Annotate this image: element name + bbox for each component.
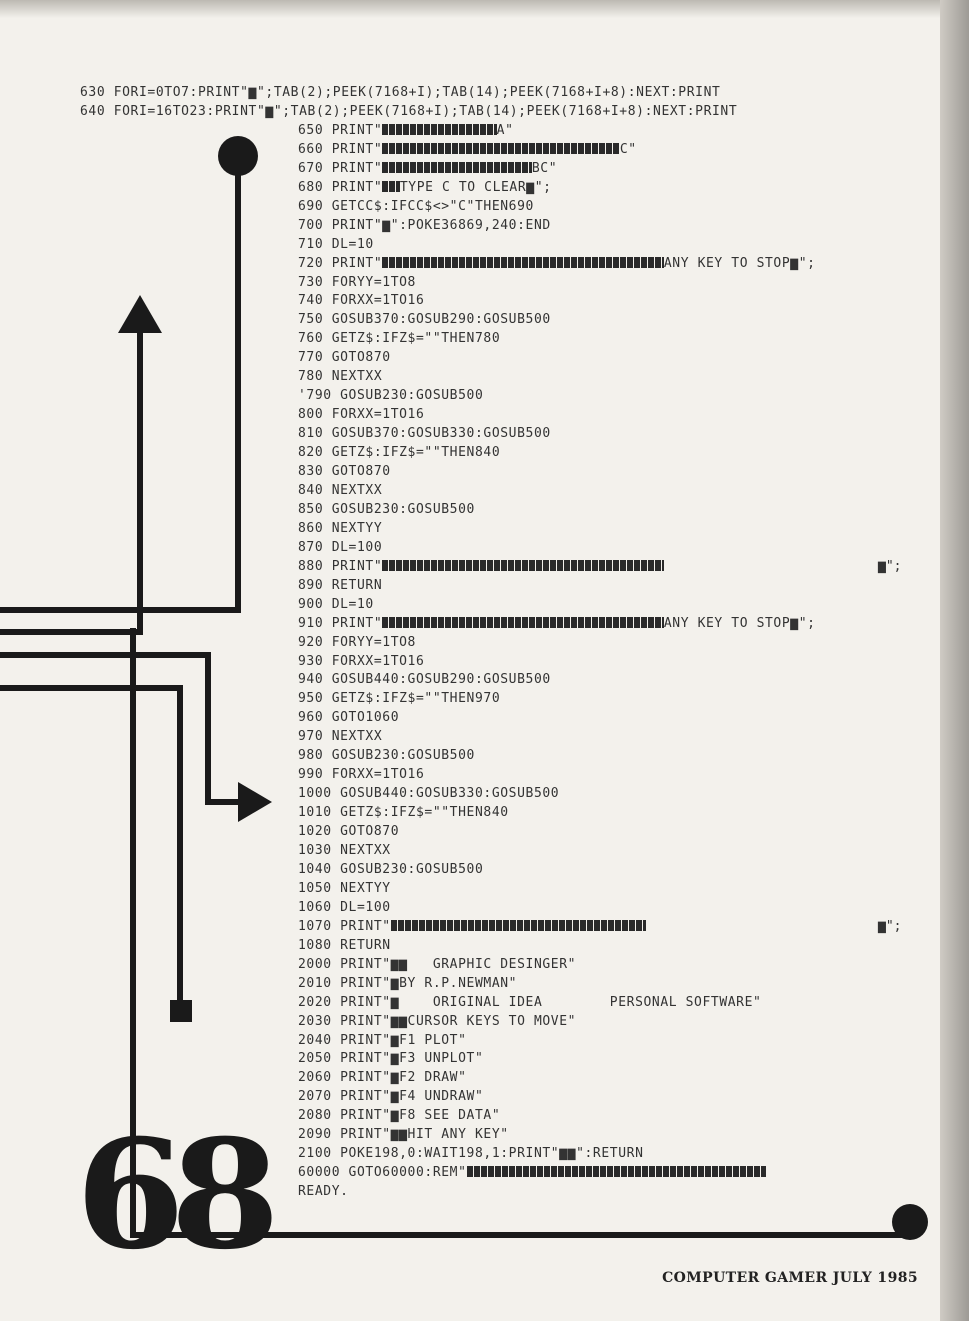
- code-text: 2060 PRINT"▆F2 DRAW": [298, 1070, 467, 1085]
- code-text: 2040 PRINT"▆F1 PLOT": [298, 1033, 467, 1048]
- code-text: 830 GOTO870: [298, 464, 391, 479]
- code-line: [298, 728, 382, 746]
- code-text: 690 GETCC$:IFCC$<>"C"THEN690: [298, 199, 534, 214]
- page-number: 68: [75, 1107, 266, 1283]
- code-text: 1000 GOSUB440:GOSUB330:GOSUB500: [298, 786, 560, 801]
- code-text: 940 GOSUB440:GOSUB290:GOSUB500: [298, 672, 551, 687]
- arrow-up-head: [118, 295, 162, 333]
- code-line: [298, 179, 552, 197]
- code-line: [80, 103, 737, 121]
- code-line: [298, 292, 424, 310]
- code-line: [298, 577, 382, 595]
- control-char-block: [382, 124, 496, 135]
- code-text: 910 PRINT": [298, 616, 383, 631]
- code-line: [298, 615, 816, 633]
- line-square-end: [0, 688, 180, 1000]
- code-tail-text: A": [496, 123, 514, 138]
- code-line: [298, 823, 399, 841]
- code-line: [298, 255, 816, 273]
- code-text: 1070 PRINT": [298, 919, 391, 934]
- code-text: 60000 GOTO60000:REM": [298, 1165, 467, 1180]
- code-text: 970 NEXTXX: [298, 729, 383, 744]
- code-line: [298, 1050, 483, 1068]
- code-line: [298, 330, 500, 348]
- code-text: 700 PRINT"▆":POKE36869,240:END: [298, 218, 551, 233]
- control-char-block: [382, 617, 664, 628]
- code-line: [298, 747, 475, 765]
- code-text: 740 FORXX=1TO16: [298, 293, 425, 308]
- code-text: 670 PRINT": [298, 161, 383, 176]
- code-line: [298, 709, 399, 727]
- code-trailing-fragment: ▆";: [878, 559, 902, 574]
- control-char-block: [467, 1166, 766, 1177]
- code-line: [298, 1032, 467, 1050]
- control-char-block: [382, 143, 620, 154]
- code-line: [298, 349, 391, 367]
- line-arrow-right: [0, 655, 240, 802]
- code-text: 2050 PRINT"▆F3 UNPLOT": [298, 1051, 484, 1066]
- code-line: [298, 387, 483, 405]
- code-line: [298, 558, 664, 576]
- code-line: [298, 311, 551, 329]
- code-line: [298, 918, 646, 936]
- code-text: 850 GOSUB230:GOSUB500: [298, 502, 475, 517]
- code-tail-text: BC": [531, 161, 558, 176]
- code-text: 1080 RETURN: [298, 938, 391, 953]
- code-text: 920 FORYY=1TO8: [298, 635, 416, 650]
- code-line: [298, 899, 391, 917]
- code-line: [298, 634, 416, 652]
- magazine-footer: COMPUTER GAMER JULY 1985: [662, 1270, 918, 1286]
- code-line: [298, 975, 517, 993]
- dot-bottom-right: [892, 1204, 928, 1240]
- code-text: 770 GOTO870: [298, 350, 391, 365]
- code-line: [80, 84, 720, 102]
- code-text: 2020 PRINT"▆ ORIGINAL IDEA PERSONAL SOFTWARE": [298, 995, 762, 1010]
- code-line: [298, 785, 559, 803]
- code-line: [298, 198, 534, 216]
- code-text: 810 GOSUB370:GOSUB330:GOSUB500: [298, 426, 551, 441]
- line-from-dot: [0, 160, 238, 610]
- arrow-right-head: [238, 782, 272, 822]
- code-tail-text: C": [619, 142, 637, 157]
- square-end: [170, 1000, 192, 1022]
- code-line: [298, 1088, 483, 1106]
- code-text: 860 NEXTYY: [298, 521, 383, 536]
- code-line: [298, 482, 382, 500]
- code-text: 1040 GOSUB230:GOSUB500: [298, 862, 484, 877]
- code-line: [298, 1013, 576, 1031]
- code-text: 800 FORXX=1TO16: [298, 407, 425, 422]
- code-text: 640 FORI=16TO23:PRINT"▆";TAB(2);PEEK(7168+I);TAB(14);PEEK(7168+I+8):NEXT:PRINT: [80, 104, 738, 119]
- code-text: 2000 PRINT"▆▆ GRAPHIC DESINGER": [298, 957, 577, 972]
- code-text: 720 PRINT": [298, 256, 383, 271]
- code-line: [298, 1126, 509, 1144]
- code-line: [298, 1164, 766, 1182]
- code-text: 2030 PRINT"▆▆CURSOR KEYS TO MOVE": [298, 1014, 577, 1029]
- code-line: [298, 406, 424, 424]
- code-text: 890 RETURN: [298, 578, 383, 593]
- code-line: [298, 217, 551, 235]
- code-text: 2070 PRINT"▆F4 UNDRAW": [298, 1089, 484, 1104]
- code-text: 990 FORXX=1TO16: [298, 767, 425, 782]
- code-line: [298, 1107, 500, 1125]
- control-char-block: [382, 560, 664, 571]
- control-char-block: [382, 257, 664, 268]
- code-text: 820 GETZ$:IFZ$=""THEN840: [298, 445, 501, 460]
- code-text: 1060 DL=100: [298, 900, 391, 915]
- code-trailing-fragment: ▆";: [878, 919, 902, 934]
- code-line: [298, 1069, 467, 1087]
- code-line: [298, 539, 382, 557]
- code-text: 900 DL=10: [298, 597, 374, 612]
- control-char-block: [382, 162, 532, 173]
- code-line: [298, 425, 551, 443]
- code-text: 1050 NEXTYY: [298, 881, 391, 896]
- code-line: [298, 596, 374, 614]
- code-tail-text: ANY KEY TO STOP▆";: [663, 256, 816, 271]
- code-line: [298, 122, 514, 140]
- code-text: 980 GOSUB230:GOSUB500: [298, 748, 475, 763]
- code-tail-text: ANY KEY TO STOP▆";: [663, 616, 816, 631]
- code-text: 950 GETZ$:IFZ$=""THEN970: [298, 691, 501, 706]
- code-text: 1020 GOTO870: [298, 824, 400, 839]
- code-line: [298, 1145, 644, 1163]
- code-text: 880 PRINT": [298, 559, 383, 574]
- code-text: 2080 PRINT"▆F8 SEE DATA": [298, 1108, 501, 1123]
- code-line: [298, 501, 475, 519]
- code-line: [298, 994, 761, 1012]
- code-line: [298, 956, 576, 974]
- code-text: READY.: [298, 1184, 349, 1199]
- code-text: 1030 NEXTXX: [298, 843, 391, 858]
- code-line: [298, 842, 391, 860]
- code-line: [298, 766, 424, 784]
- code-text: 630 FORI=0TO7:PRINT"▆";TAB(2);PEEK(7168+I);TAB(14);PEEK(7168+I+8):NEXT:PRINT: [80, 85, 721, 100]
- code-text: 2090 PRINT"▆▆HIT ANY KEY": [298, 1127, 509, 1142]
- control-char-block: [382, 181, 400, 192]
- code-text: 2010 PRINT"▆BY R.P.NEWMAN": [298, 976, 518, 991]
- code-line: [298, 1183, 349, 1201]
- code-text: 840 NEXTXX: [298, 483, 383, 498]
- code-line: [298, 520, 382, 538]
- code-text: 1010 GETZ$:IFZ$=""THEN840: [298, 805, 509, 820]
- code-text: 680 PRINT": [298, 180, 383, 195]
- code-text: 650 PRINT": [298, 123, 383, 138]
- line-arrow-up: [0, 330, 140, 632]
- code-line: [298, 274, 416, 292]
- code-line: [298, 141, 637, 159]
- code-line: [298, 804, 509, 822]
- code-text: 960 GOTO1060: [298, 710, 400, 725]
- code-text: 2100 POKE198,0:WAIT198,1:PRINT"▆▆":RETURN: [298, 1146, 644, 1161]
- code-line: [298, 671, 551, 689]
- code-line: [298, 444, 500, 462]
- code-text: 780 NEXTXX: [298, 369, 383, 384]
- code-text: 730 FORYY=1TO8: [298, 275, 416, 290]
- code-line: [298, 937, 391, 955]
- code-line: [298, 861, 483, 879]
- code-line: [298, 160, 557, 178]
- code-line: [298, 236, 374, 254]
- code-text: 760 GETZ$:IFZ$=""THEN780: [298, 331, 501, 346]
- code-line: [298, 463, 391, 481]
- code-text: 930 FORXX=1TO16: [298, 654, 425, 669]
- dot-top: [218, 136, 258, 176]
- code-text: '790 GOSUB230:GOSUB500: [298, 388, 484, 403]
- code-text: 660 PRINT": [298, 142, 383, 157]
- code-line: [298, 368, 382, 386]
- code-line: [298, 880, 391, 898]
- code-line: [298, 690, 500, 708]
- code-line: [298, 653, 424, 671]
- code-text: 870 DL=100: [298, 540, 383, 555]
- control-char-block: [391, 920, 646, 931]
- code-text: 710 DL=10: [298, 237, 374, 252]
- code-text: 750 GOSUB370:GOSUB290:GOSUB500: [298, 312, 551, 327]
- code-tail-text: TYPE C TO CLEAR▆";: [399, 180, 552, 195]
